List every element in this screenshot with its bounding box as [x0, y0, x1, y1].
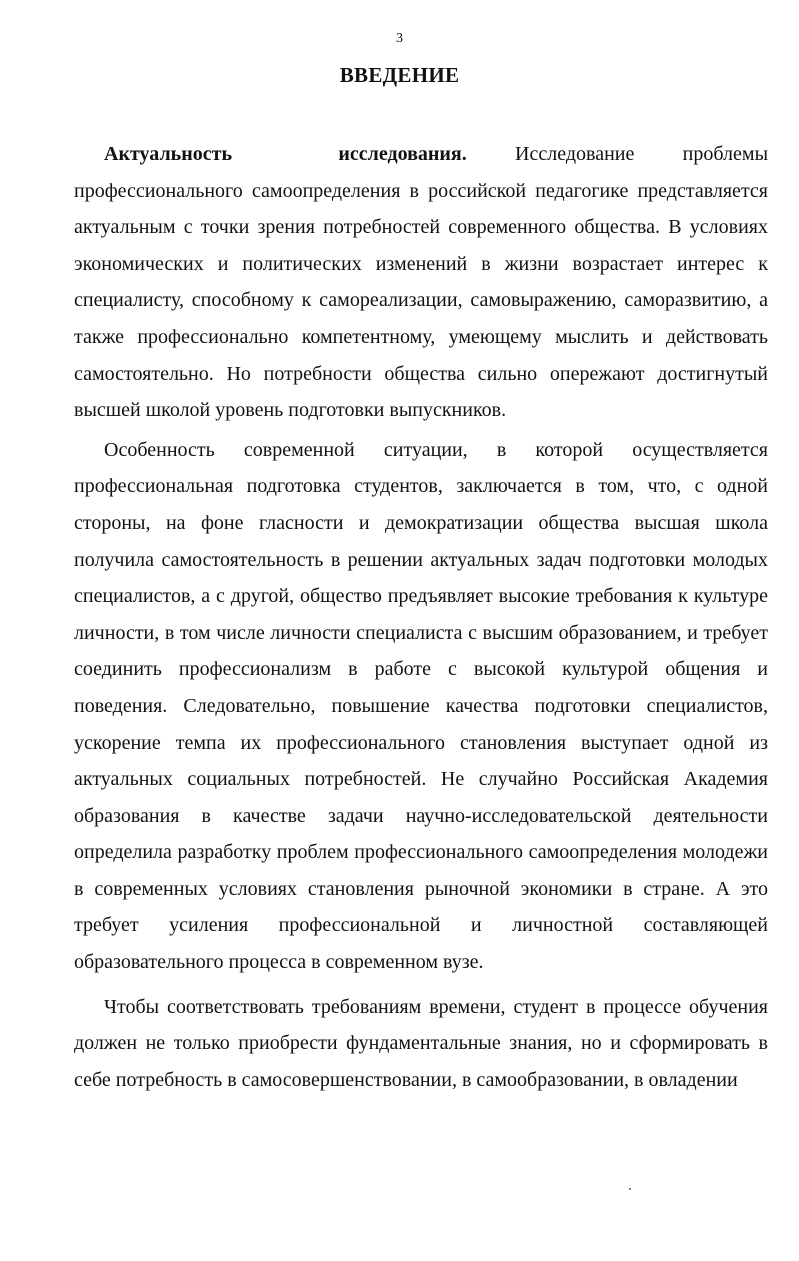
- paragraph-relevance: [74, 136, 768, 429]
- paragraph-situation: [74, 432, 768, 981]
- paragraph-lead-heading: Актуальность исследования.: [104, 143, 467, 165]
- paragraph-text: Чтобы соответствовать требованиям времени, студент в процессе обучения должен не только приобрести фундаментальные знания, но и сформировать в себе потребность в самосовершенствовании, в самообразовании, в овладении: [74, 995, 768, 1091]
- document-body: [74, 136, 768, 1098]
- paragraph-text: Исследование проблемы профессионального самоопределения в российской педагогике представляется актуальным с точки зрения потребностей современного общества. В условиях экономических и политических изменений в жизни возрастает интерес к специалисту, способному к самореализации, самовыражению, саморазвитию, а также профессионально компетентному, умеющему мыслить и действовать самостоятельно. Но потребности общества сильно опережают достигнутый высшей школой уровень подготовки выпускников.: [74, 143, 769, 422]
- page-number: 3: [396, 31, 403, 46]
- page-title: ВВЕДЕНИЕ: [339, 63, 460, 87]
- paragraph-text: Особенность современной ситуации, в которой осуществляется профессиональная подготовка студентов, заключается в том, что, с одной стороны, на фоне гласности и демократизации общества высшая школа получила самостоятельность в решении актуальных задач подготовки молодых специалистов, а с другой, общество предъявляет высокие требования к культуре личности, в том числе личности специалиста с высшим образованием, и требует соединить профессионализм в работе с высокой культурой общения и поведения. Следовательно, повышение качества подготовки специалистов, ускорение темпа их профессионального становления выступает одной из актуальных социальных потребностей. Не случайно Российская Академия образования в качестве задачи научно-исследовательской деятельности определила разработку проблем профессионального самоопределения молодежи в современных условиях становления рыночной экономики в стране. А это требует усиления профессиональной и личностной составляющей образовательного процесса в современном вузе.: [74, 438, 768, 974]
- paragraph-requirements: [74, 989, 768, 1099]
- scan-speck: [629, 1188, 631, 1190]
